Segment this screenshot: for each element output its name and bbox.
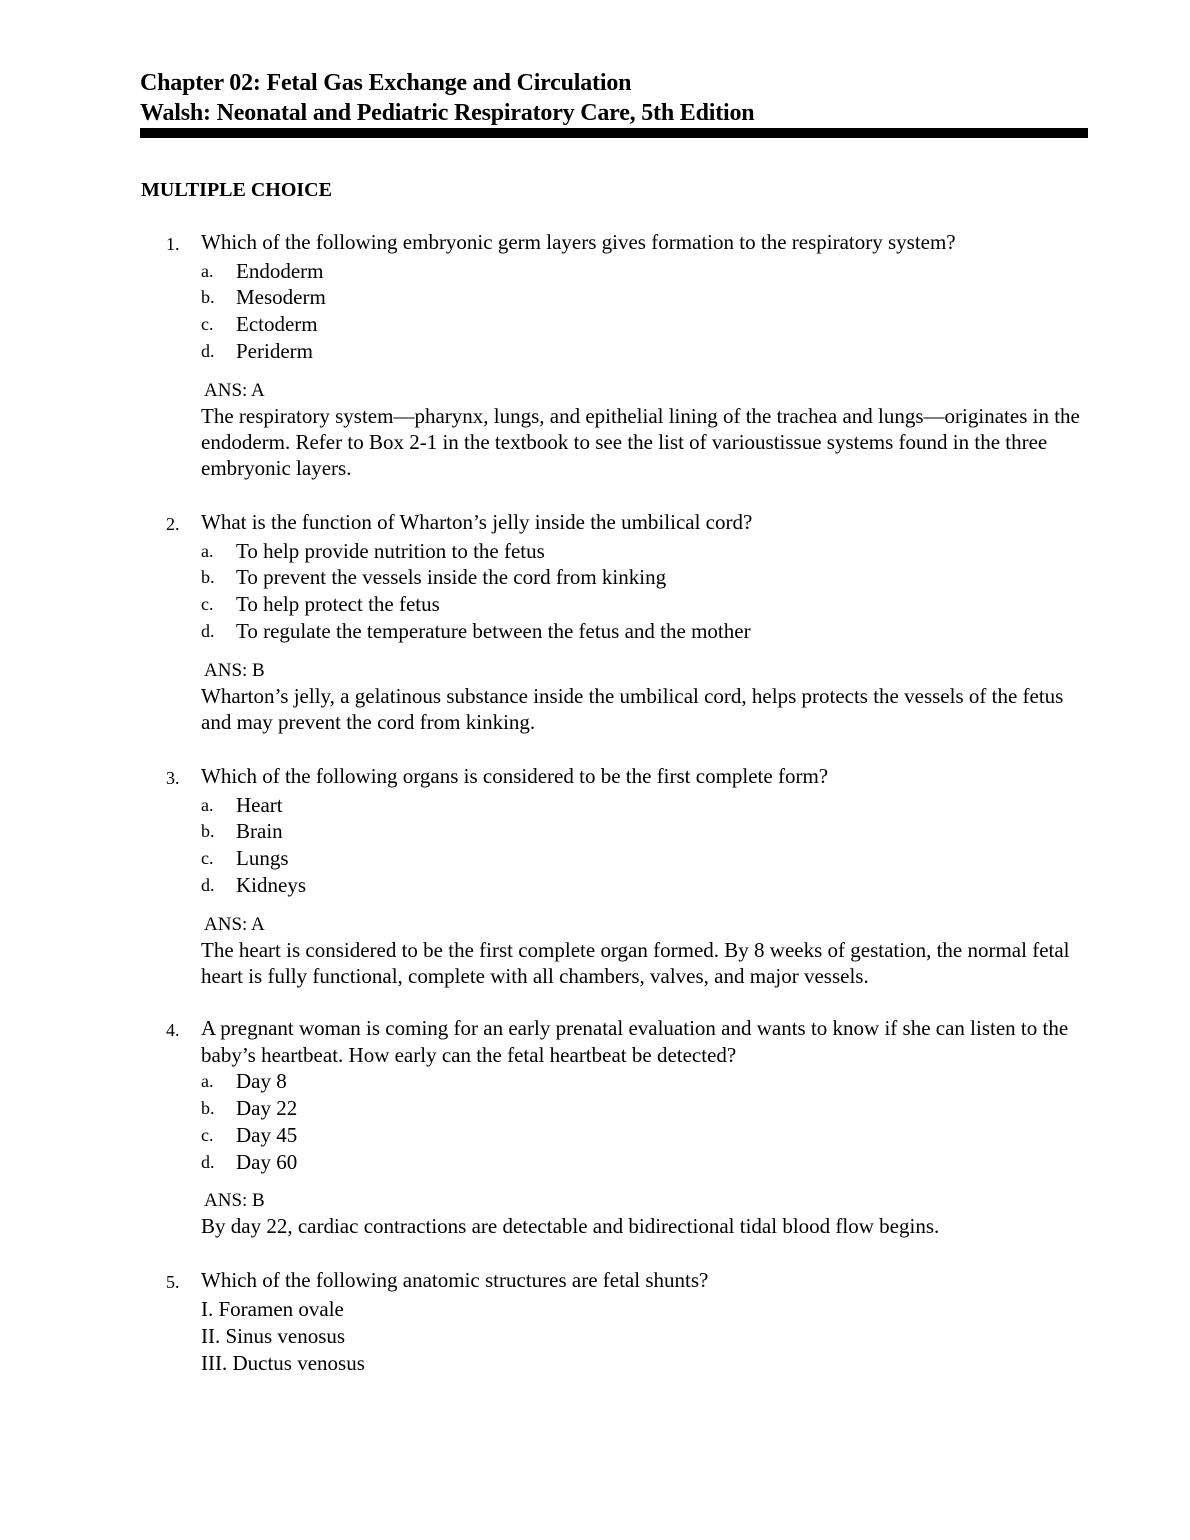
option-letter: b. [201, 567, 215, 588]
document-header [140, 68, 1088, 138]
header-rule [140, 128, 1088, 138]
question-text: Which of the following embryonic germ layers gives formation to the respiratory system? [201, 230, 956, 254]
answer-key: ANS: A [204, 913, 265, 935]
option-letter: c. [201, 594, 214, 615]
option-letter: c. [201, 314, 214, 335]
option-letter: d. [201, 340, 215, 361]
option-letter: b. [201, 287, 215, 308]
question-number: 4. [166, 1020, 180, 1040]
option-letter: d. [201, 874, 215, 895]
option-text: Day 60 [236, 1149, 298, 1174]
option [201, 538, 1086, 565]
option [201, 618, 1086, 645]
option [201, 1149, 1086, 1176]
statement-item: II. Sinus venosus [201, 1323, 346, 1348]
option [201, 284, 1086, 311]
option-text: Day 22 [236, 1096, 298, 1121]
option-text: To prevent the vessels inside the cord from kinking [236, 565, 667, 590]
option-text: Periderm [236, 338, 313, 363]
option-text: Day 45 [236, 1122, 298, 1147]
option [201, 311, 1086, 338]
option-letter: b. [201, 1098, 215, 1119]
option-text: Day 8 [236, 1069, 287, 1094]
option-letter: a. [201, 540, 214, 561]
rationale: By day 22, cardiac contractions are detectable and bidirectional tidal blood flow begins. [201, 1214, 940, 1239]
option-letter: c. [201, 848, 214, 869]
question-number: 2. [166, 514, 180, 534]
option [201, 338, 1086, 365]
question-number: 5. [166, 1272, 180, 1292]
option [201, 591, 1086, 618]
option [201, 845, 1086, 872]
statement-item: I. Foramen ovale [201, 1296, 344, 1321]
option-text: Endoderm [236, 258, 324, 283]
question-2 [166, 509, 1086, 735]
option [201, 564, 1086, 591]
answer-key: ANS: A [204, 379, 265, 401]
option-text: To regulate the temperature between the fetus and the mother [236, 618, 751, 643]
option [201, 1122, 1086, 1149]
option-letter: c. [201, 1124, 214, 1145]
option-text: To help provide nutrition to the fetus [236, 538, 545, 563]
option-text: Kidneys [236, 872, 306, 897]
question-text: A pregnant woman is coming for an early prenatal evaluation and wants to know if she can listen to the baby’s heartbeat. How early can the fetal heartbeat be detected? [201, 1016, 1069, 1067]
question-text: Which of the following anatomic structures are fetal shunts? [201, 1268, 709, 1292]
chapter-title: Chapter 02: Fetal Gas Exchange and Circulation [140, 70, 632, 96]
option-text: Lungs [236, 846, 289, 871]
option [201, 872, 1086, 899]
option-text: Brain [236, 819, 283, 844]
question-4 [166, 1015, 1086, 1240]
section-title: MULTIPLE CHOICE [141, 179, 332, 201]
option-text: Heart [236, 792, 283, 817]
question-1 [166, 229, 1086, 481]
option-letter: a. [201, 1071, 214, 1092]
option [201, 1068, 1086, 1095]
option-text: Mesoderm [236, 285, 326, 310]
question-text: Which of the following organs is considered to be the first complete form? [201, 764, 829, 788]
option-text: To help protect the fetus [236, 592, 440, 617]
statement-item: III. Ductus venosus [201, 1350, 365, 1375]
question-number: 1. [166, 234, 180, 254]
option-letter: a. [201, 794, 214, 815]
option-text: Ectoderm [236, 312, 318, 337]
rationale: Wharton’s jelly, a gelatinous substance inside the umbilical cord, helps protects the vessels of the fetus and may prevent the cord from kinking. [201, 683, 1064, 734]
option [201, 258, 1086, 285]
option-letter: d. [201, 1151, 215, 1172]
question-5 [166, 1267, 1086, 1377]
option-letter: a. [201, 260, 214, 281]
answer-key: ANS: B [204, 659, 265, 681]
question-text: What is the function of Wharton’s jelly inside the umbilical cord? [201, 510, 753, 534]
rationale: The respiratory system—pharynx, lungs, and epithelial lining of the trachea and lungs—originates in the endoderm. Refer to Box 2-1 in the textbook to see the list of varioustissue systems found in the three embryonic layers. [201, 403, 1080, 481]
option-letter: d. [201, 620, 215, 641]
option-letter: b. [201, 821, 215, 842]
question-3 [166, 763, 1086, 989]
question-number: 3. [166, 768, 180, 788]
option [201, 1095, 1086, 1122]
option [201, 792, 1086, 819]
option [201, 818, 1086, 845]
book-title: Walsh: Neonatal and Pediatric Respiratory Care, 5th Edition [140, 100, 755, 126]
answer-key: ANS: B [204, 1190, 265, 1212]
rationale: The heart is considered to be the first complete organ formed. By 8 weeks of gestation, the normal fetal heart is fully functional, complete with all chambers, valves, and major vessels. [201, 937, 1070, 988]
